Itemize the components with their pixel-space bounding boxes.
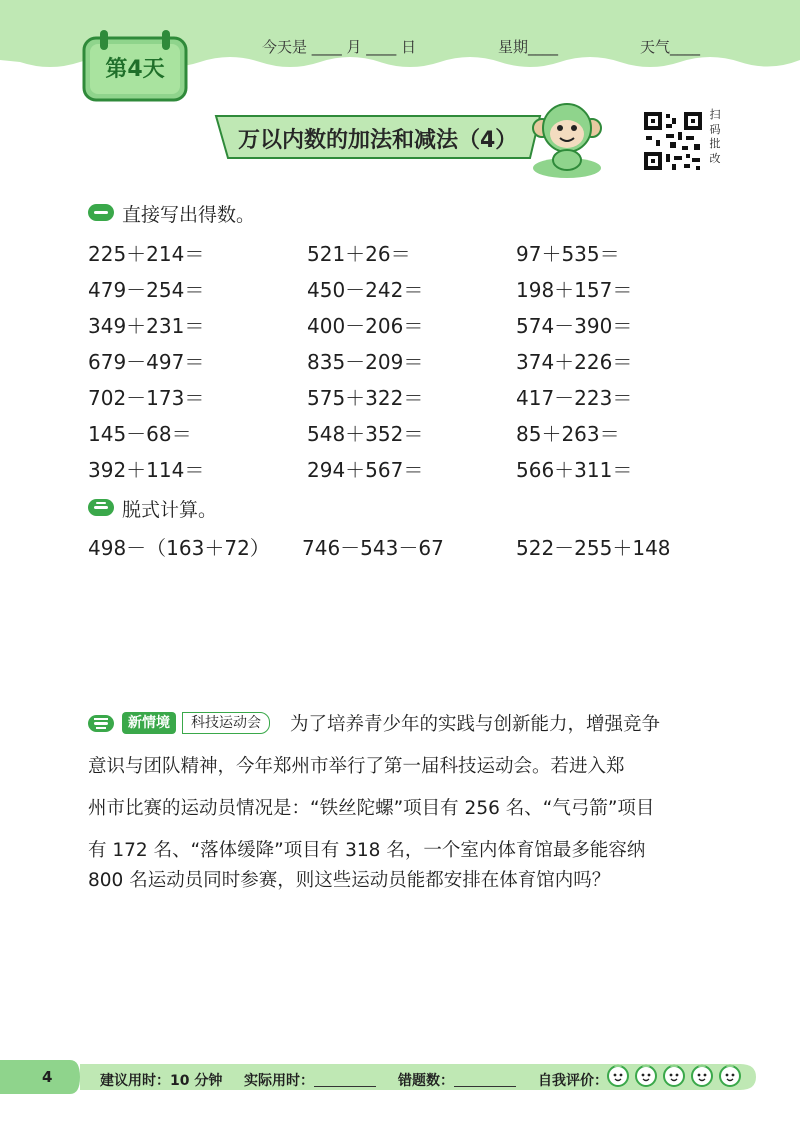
section-two-icon [88, 499, 114, 516]
topic-tag: 科技运动会 [182, 712, 270, 734]
scan-correct-label: 扫码批改 [709, 108, 721, 165]
direct-calc-problem: 349＋231＝ [88, 314, 205, 338]
direct-calc-problem: 374＋226＝ [516, 350, 633, 374]
section-one-icon [88, 204, 114, 221]
rating-face-icon[interactable] [662, 1062, 686, 1088]
day-label: 第4天 [105, 57, 165, 82]
self-eval-label: 自我评价： [538, 1073, 608, 1089]
direct-calc-problem: 574－390＝ [516, 314, 633, 338]
stepwise-calc-problem: 746－543－67 [302, 536, 444, 560]
direct-calc-problem: 450－242＝ [307, 278, 424, 302]
rating-face-icon[interactable] [690, 1062, 714, 1088]
direct-calc-problem: 679－497＝ [88, 350, 205, 374]
direct-calc-problem: 417－223＝ [516, 386, 633, 410]
word-problem-line: 为了培养青少年的实践与创新能力，增强竞争 [290, 714, 661, 735]
error-count-field[interactable] [454, 1086, 516, 1087]
lesson-title: 万以内数的加法和减法（4） [238, 128, 518, 153]
qr-code-icon[interactable] [642, 110, 704, 172]
direct-calc-problem: 835－209＝ [307, 350, 424, 374]
section-two-title: 脱式计算。 [122, 499, 218, 521]
direct-calc-problem: 702－173＝ [88, 386, 205, 410]
actual-time-field[interactable] [314, 1086, 376, 1087]
actual-time-label: 实际用时： [244, 1073, 314, 1089]
section-one-title: 直接写出得数。 [122, 204, 256, 226]
direct-calc-problem: 198＋157＝ [516, 278, 633, 302]
word-problem-line: 州市比赛的运动员情况是：“铁丝陀螺”项目有 256 名、“气弓箭”项目 [88, 798, 655, 819]
word-problem-line: 意识与团队精神，今年郑州市举行了第一届科技运动会。若进入郑 [88, 756, 625, 777]
weekday-field: 星期____ [498, 38, 559, 56]
word-problem-line: 有 172 名、“落体缓降”项目有 318 名，一个室内体育馆最多能容纳 [88, 840, 646, 861]
direct-calc-problem: 145－68＝ [88, 422, 192, 446]
direct-calc-problem: 575＋322＝ [307, 386, 424, 410]
new-context-tag: 新情境 [122, 712, 176, 734]
direct-calc-problem: 225＋214＝ [88, 242, 205, 266]
direct-calc-problem: 521＋26＝ [307, 242, 411, 266]
word-problem-line: 800 名运动员同时参赛，则这些运动员能都安排在体育馆内吗？ [88, 870, 611, 891]
direct-calc-problem: 294＋567＝ [307, 458, 424, 482]
date-field: 今天是 ____ 月 ____ 日 [262, 38, 417, 56]
section-three-icon [88, 715, 114, 732]
direct-calc-problem: 548＋352＝ [307, 422, 424, 446]
direct-calc-problem: 392＋114＝ [88, 458, 205, 482]
direct-calc-problem: 566＋311＝ [516, 458, 633, 482]
stepwise-calc-problem: 522－255＋148 [516, 536, 671, 560]
monkey-mascot-icon [528, 98, 606, 180]
error-count-label: 错题数： [398, 1073, 454, 1089]
direct-calc-problem: 85＋263＝ [516, 422, 620, 446]
rating-face-icon[interactable] [634, 1062, 658, 1088]
weather-field: 天气____ [640, 38, 701, 56]
stepwise-calc-problem: 498－（163＋72） [88, 536, 270, 560]
suggested-time: 建议用时：10 分钟 [100, 1073, 223, 1089]
direct-calc-problem: 400－206＝ [307, 314, 424, 338]
direct-calc-problem: 97＋535＝ [516, 242, 620, 266]
page-number: 4 [42, 1068, 53, 1086]
rating-face-icon[interactable] [718, 1062, 742, 1088]
rating-face-icon[interactable] [606, 1062, 630, 1088]
direct-calc-problem: 479－254＝ [88, 278, 205, 302]
